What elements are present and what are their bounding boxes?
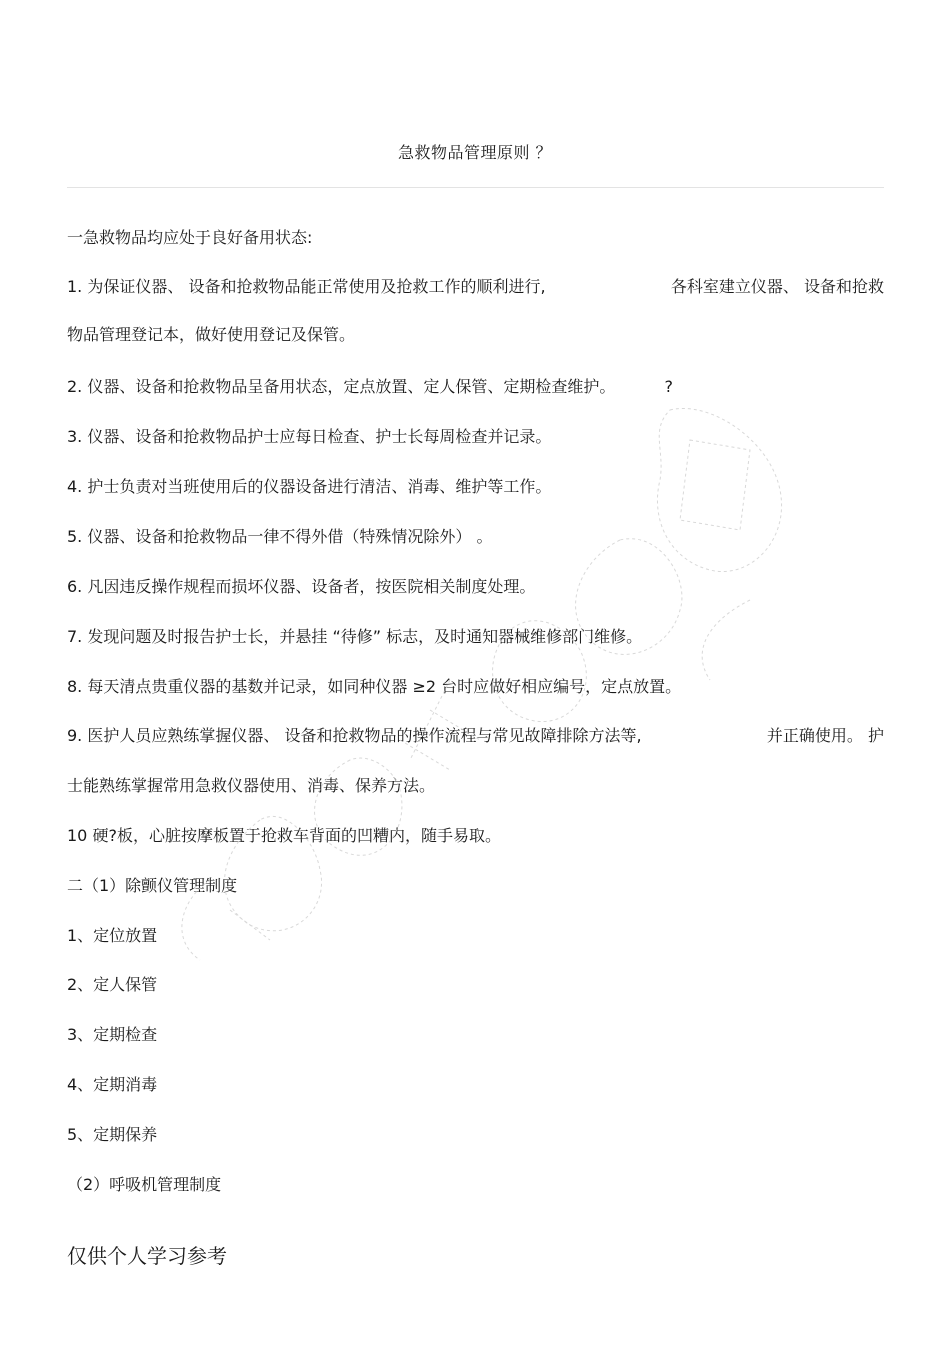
section1-heading: 一急救物品均应处于良好备用状态: (67, 228, 313, 247)
list-item: 4、定期消毒 (67, 1075, 158, 1094)
section2-heading: 二（1）除颤仪管理制度 (67, 876, 238, 895)
item-8: 8. 每天清点贵重仪器的基数并记录，如同种仪器 ≥2 台时应做好相应编号，定点放置。 (67, 677, 682, 696)
item-10: 10 硬?板，心脏按摩板置于抢救车背面的凹糟内，随手易取。 (67, 826, 501, 845)
list-item: 3、定期检查 (67, 1025, 158, 1044)
item-4: 4. 护士负责对当班使用后的仪器设备进行清洁、消毒、维护等工作。 (67, 477, 552, 496)
item-2-mark: ? (664, 377, 673, 396)
item-9-part-a: 9. 医护人员应熟练掌握仪器、 设备和抢救物品的操作流程与常见故障排除方法等, (67, 726, 642, 745)
title-divider (67, 187, 884, 188)
list-item: 2、定人保管 (67, 975, 158, 994)
item-1 (67, 277, 884, 297)
item-5: 5. 仪器、设备和抢救物品一律不得外借（特殊情况除外） 。 (67, 527, 493, 546)
list-item: 5、定期保养 (67, 1125, 158, 1144)
item-2 (67, 377, 673, 397)
item-1-part-b: 各科室建立仪器、 设备和抢救 (670, 277, 884, 296)
item-2-text: 2. 仪器、设备和抢救物品呈备用状态，定点放置、定人保管、定期检查维护。 (67, 377, 616, 396)
document-title: 急救物品管理原则 ？ (397, 143, 553, 162)
subsection-2-heading: （2）呼吸机管理制度 (67, 1175, 222, 1194)
item-7: 7. 发现问题及时报告护士长，并悬挂 “待修” 标志，及时通知器械维修部门维修。 (67, 627, 643, 646)
item-6: 6. 凡因违反操作规程而损坏仪器、设备者，按医院相关制度处理。 (67, 577, 536, 596)
item-9-continued: 士能熟练掌握常用急救仪器使用、消毒、保养方法。 (67, 776, 436, 795)
item-9 (67, 726, 884, 746)
item-9-part-b: 并正确使用。 护 (766, 726, 884, 745)
item-3: 3. 仪器、设备和抢救物品护士应每日检查、护士长每周检查并记录。 (67, 427, 552, 446)
list-item: 1、定位放置 (67, 926, 158, 945)
item-1-continued: 物品管理登记本，做好使用登记及保管。 (67, 325, 356, 344)
footer-note: 仅供个人学习参考 (67, 1244, 227, 1268)
item-1-part-a: 1. 为保证仪器、 设备和抢救物品能正常使用及抢救工作的顺利进行, (67, 277, 546, 296)
